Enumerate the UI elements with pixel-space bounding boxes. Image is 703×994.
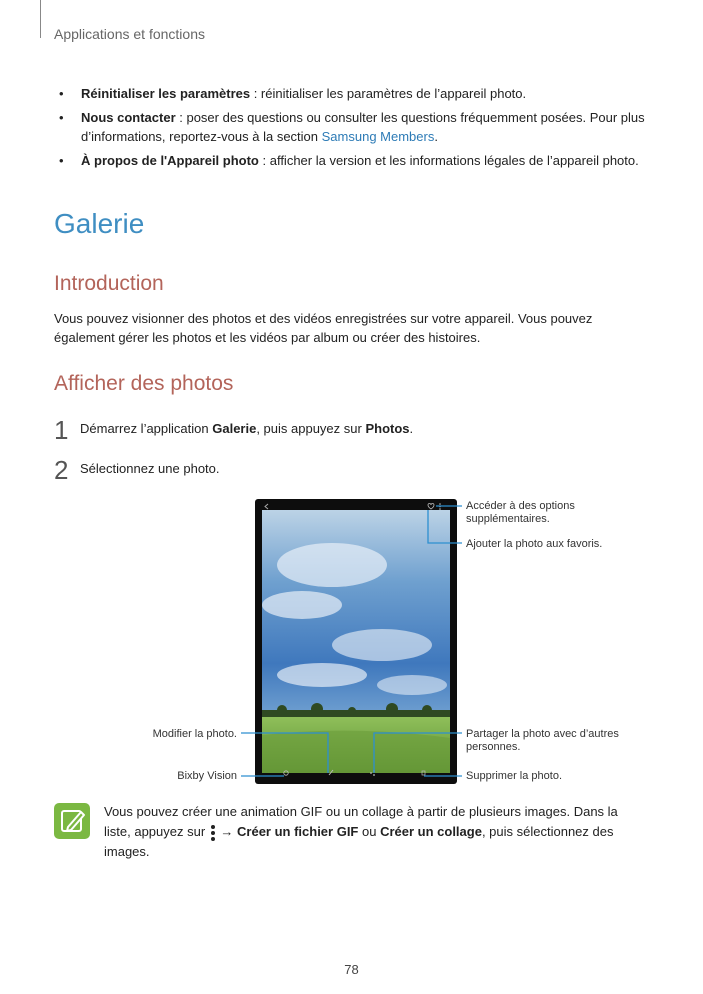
corner-marker <box>40 0 41 38</box>
callout-delete: Supprimer la photo. <box>466 770 562 782</box>
phone-screenshot <box>255 499 457 784</box>
callout-share: Partager la photo avec d’autres personnes. <box>466 728 619 753</box>
view-photos-heading: Afficher des photos <box>54 372 234 395</box>
edit-icon <box>329 770 333 775</box>
bullet-term: À propos de l'Appareil photo <box>81 153 259 168</box>
bullet-desc: : réinitialiser les paramètres de l’appareil photo. <box>250 86 527 101</box>
more-options-icon <box>210 825 216 841</box>
sky-photo <box>262 510 450 715</box>
samsung-members-link[interactable]: Samsung Members <box>321 129 435 144</box>
note-icon <box>54 803 90 839</box>
callout-bixby: Bixby Vision <box>177 770 237 782</box>
bullet-term: Nous contacter <box>81 110 176 125</box>
bullet-desc: : afficher la version et les informations légales de l’appareil photo. <box>258 153 639 168</box>
heart-icon <box>428 504 434 510</box>
note-text: Vous pouvez créer une animation GIF ou un collage à partir de plusieurs images. Dans la liste, appuyez sur → Créer un fichier GIF ou Créer un collage, puis sélectionnez des images. <box>104 804 618 859</box>
bullet-desc: : poser des questions ou consulter les questions fréquemment posées. Pour plus d’informations, reportez-vous à la section <box>81 110 645 144</box>
more-options-icon <box>439 503 441 510</box>
callout-options: Accéder à des options supplémentaires. <box>466 500 575 525</box>
bullet-about <box>54 151 654 170</box>
delete-icon <box>422 771 425 775</box>
step-number: 1 <box>54 415 69 445</box>
bullet-dot: • <box>59 86 64 101</box>
bullet-term: Réinitialiser les paramètres <box>81 86 251 101</box>
phone-top-bar <box>262 499 450 510</box>
step-number: 2 <box>54 455 69 485</box>
callout-favorite: Ajouter la photo aux favoris. <box>466 538 603 550</box>
bixby-vision-icon <box>284 771 288 775</box>
page-number: 78 <box>344 962 359 977</box>
intro-heading: Introduction <box>54 272 164 295</box>
phone-bottom-bar <box>262 765 450 781</box>
create-collage-option: Créer un collage <box>380 824 482 839</box>
bullet-reset <box>54 84 654 103</box>
bullet-tail: . <box>434 129 438 144</box>
step-text: Sélectionnez une photo. <box>80 461 220 476</box>
bullet-dot: • <box>59 110 64 125</box>
bullet-contact <box>54 108 654 146</box>
callout-edit: Modifier la photo. <box>152 728 237 740</box>
intro-paragraph: Vous pouvez visionner des photos et des vidéos enregistrées sur votre appareil. Vous pouvez également gérer les photos et les vidéos par album ou créer des histoires. <box>54 311 593 345</box>
settings-bullet-list <box>54 84 654 175</box>
back-icon <box>265 504 268 509</box>
step-text: Démarrez l’application Galerie, puis appuyez sur Photos. <box>80 421 414 436</box>
create-gif-option: Créer un fichier GIF <box>237 824 359 839</box>
photo-view <box>262 510 450 773</box>
share-icon <box>370 770 375 776</box>
section-title: Galerie <box>54 208 145 239</box>
page-header: Applications et fonctions <box>54 26 205 42</box>
bullet-dot: • <box>59 153 64 168</box>
